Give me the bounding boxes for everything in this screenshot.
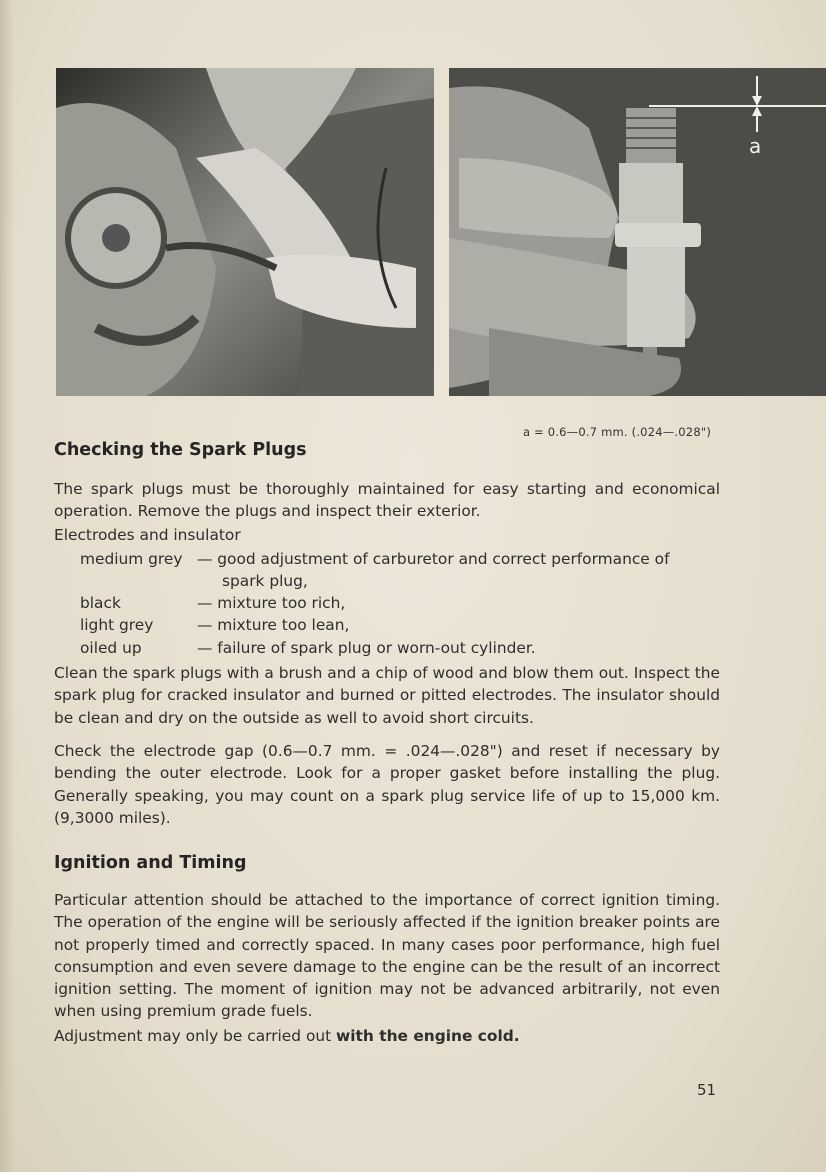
condition-desc: — mixture too lean,: [197, 616, 350, 634]
condition-desc: — failure of spark plug or worn-out cylinder.: [197, 639, 536, 657]
adjustment-emphasis: with the engine cold.: [336, 1027, 520, 1045]
spark-plug-photo: [449, 68, 826, 396]
engine-photo: [56, 68, 434, 396]
condition-desc-cont: spark plug,: [222, 572, 308, 590]
list-intro: Electrodes and insulator: [54, 526, 241, 544]
spark-plug-illustration: [449, 68, 826, 396]
adjustment-text: Adjustment may only be carried out: [54, 1027, 337, 1045]
adjustment-paragraph: [54, 1025, 720, 1047]
condition-desc: — good adjustment of carburetor and correct performance of: [197, 550, 670, 568]
condition-term: oiled up: [80, 639, 142, 657]
condition-desc: — mixture too rich,: [197, 594, 346, 612]
page-number: 51: [697, 1081, 717, 1099]
engine-illustration: [56, 68, 434, 396]
photo-caption: a = 0.6—0.7 mm. (.024—.028"): [523, 425, 712, 439]
clean-paragraph: Clean the spark plugs with a brush and a chip of wood and blow them out. Inspect the spark plug for cracked insulator and burned or pitted electrodes. The insulator should be clean and dry on the outside as well to avoid short circuits.: [54, 664, 720, 727]
section-heading-spark-plugs: Checking the Spark Plugs: [54, 440, 307, 460]
gap-paragraph: Check the electrode gap (0.6—0.7 mm. = .024—.028") and reset if necessary by bending the outer electrode. Look for a proper gasket before installing the plug. Generally speaking, you may count on a spark plug service life of up to 15,000 km. (9,3000 miles).: [54, 742, 720, 827]
ignition-paragraph: Particular attention should be attached to the importance of correct ignition timing. The operation of the engine will be seriously affected if the ignition breaker points are not properly timed and correctly spaced. In many cases poor performance, high fuel consumption and even severe damage to the engine can be the result of an incorrect ignition setting. The moment of ignition may not be advanced arbitrarily, not even when using premium grade fuels.: [54, 891, 720, 1021]
condition-term: black: [80, 594, 121, 612]
condition-term: medium grey: [80, 550, 183, 568]
section-heading-ignition: Ignition and Timing: [54, 853, 247, 873]
intro-paragraph: The spark plugs must be thoroughly maintained for easy starting and economical operation. Remove the plugs and inspect their exterior.: [54, 480, 720, 521]
plug-thread: [626, 108, 676, 163]
gap-label: a: [749, 134, 762, 158]
condition-term: light grey: [80, 616, 154, 634]
